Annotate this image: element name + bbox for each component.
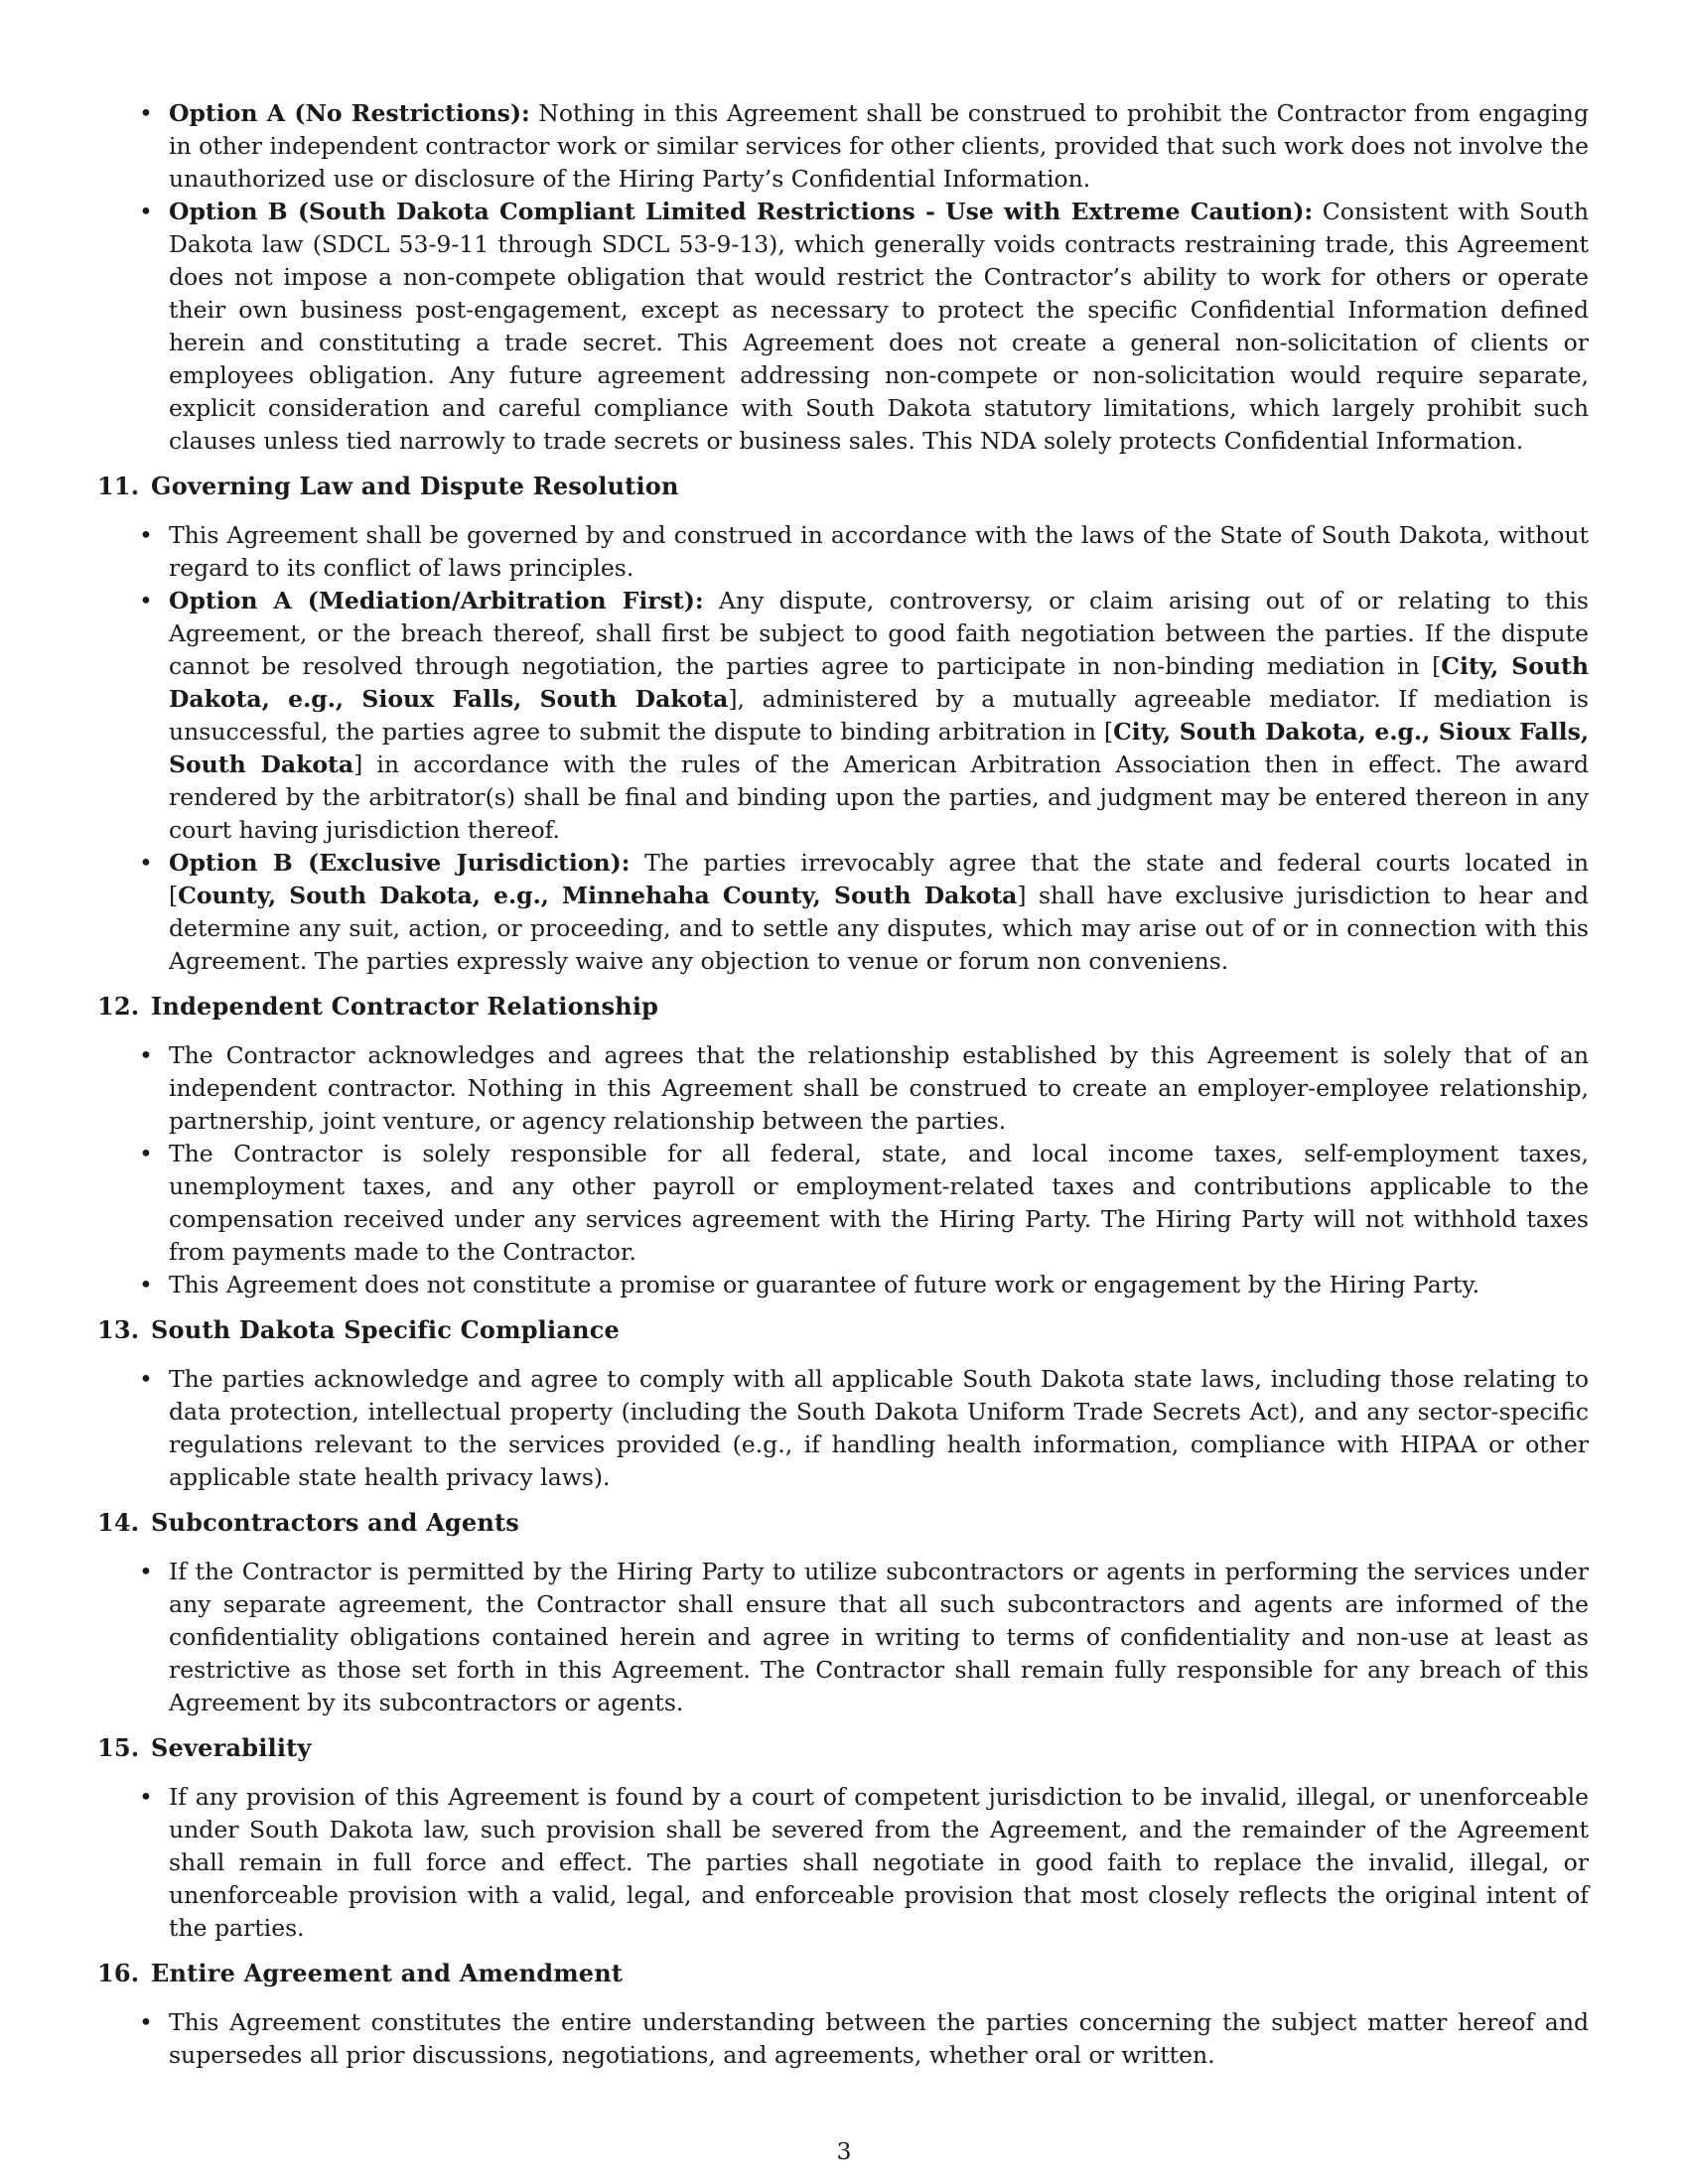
- section-11: [97, 470, 1589, 978]
- list-item: • The Contractor acknowledges and agrees that the relationship established by this Agreement is solely that of an independent contractor. Nothing in this Agreement shall be construed to create an employer-employee relationship, partnership, joint venture, or agency relationship between the parties.: [97, 1039, 1589, 1138]
- section-14: [97, 1506, 1589, 1719]
- option-lead: Option B (South Dakota Compliant Limited Restrictions - Use with Extreme Caution):: [169, 198, 1314, 225]
- list-item: • This Agreement constitutes the entire understanding between the parties concerning the subject matter hereof and supersedes all prior discussions, negotiations, and agreements, whether oral or written.: [97, 2006, 1589, 2072]
- option-list: [97, 97, 1589, 458]
- section-bullets: [97, 519, 1589, 978]
- section-heading: 16. Entire Agreement and Amendment: [97, 1959, 624, 1987]
- section-bullets: [97, 2006, 1589, 2072]
- section-13: [97, 1313, 1589, 1494]
- placeholder-city: City, South Dakota, e.g., Sioux Falls, South Dakota: [169, 718, 1590, 778]
- list-item: • This Agreement does not constitute a promise or guarantee of future work or engagement by the Hiring Party.: [97, 1269, 1589, 1301]
- section-bullets: [97, 1781, 1589, 1945]
- list-item: • The parties acknowledge and agree to comply with all applicable South Dakota state laws, including those relating to data protection, intellectual property (including the South Dakota Uniform Trade Secrets Act), and any sector-specific regulations relevant to the services provided (e.g., if handling health information, compliance with HIPAA or other applicable state health privacy laws).: [97, 1363, 1589, 1494]
- option-b-limited-restrictions: [97, 196, 1589, 458]
- placeholder-county: County, South Dakota, e.g., Minnehaha County, South Dakota: [178, 882, 1018, 909]
- list-item: • If the Contractor is permitted by the Hiring Party to utilize subcontractors or agents in performing the services under any separate agreement, the Contractor shall ensure that all such subcontractors and agents are informed of the confidentiality obligations contained herein and agree in writing to terms of confidentiality and non-use at least as restrictive as those set forth in this Agreement. The Contractor shall remain fully responsible for any breach of this Agreement by its subcontractors or agents.: [97, 1556, 1589, 1719]
- list-item: • The Contractor is solely responsible for all federal, state, and local income taxes, self-employment taxes, unemployment taxes, and any other payroll or employment-related taxes and contributions applicable to the compensation received under any services agreement with the Hiring Party. The Hiring Party will not withhold taxes from payments made to the Contractor.: [97, 1138, 1589, 1269]
- list-item: • This Agreement shall be governed by and construed in accordance with the laws of the State of South Dakota, without regard to its conflict of laws principles.: [97, 519, 1589, 585]
- section-heading: 14. Subcontractors and Agents: [97, 1508, 519, 1537]
- section-12: [97, 990, 1589, 1301]
- section-heading: 12. Independent Contractor Relationship: [97, 992, 659, 1021]
- section-bullets: [97, 1556, 1589, 1719]
- document-page: [97, 97, 1589, 2072]
- section-bullets: [97, 1363, 1589, 1494]
- placeholder-city: City, South Dakota, e.g., Sioux Falls, South Dakota: [169, 652, 1589, 713]
- section-heading: 13. South Dakota Specific Compliance: [97, 1315, 620, 1344]
- option-b-jurisdiction: • Option B (Exclusive Jurisdiction): The parties irrevocably agree that the state and federal courts located in [County, South Dakota, e.g., Minnehaha County, South Dakota] shall have exclusive jurisdiction to hear and determine any suit, action, or proceeding, and to settle any disputes, which may arise out of or in connection with this Agreement. The parties expressly waive any objection to venue or forum non conveniens.: [97, 847, 1589, 978]
- section-bullets: [97, 1039, 1589, 1301]
- page-number: 3: [836, 2137, 852, 2165]
- option-text: Consistent with South Dakota law (SDCL 53-9-11 through SDCL 53-9-13), which generally voids contracts restraining trade, this Agreement does not impose a non-compete obligation that would restrict the Contractor’s ability to work for others or operate their own business post-engagement, except as necessary to protect the specific Confidential Information defined herein and constituting a trade secret. This Agreement does not create a general non-solicitation of clients or employees obligation. Any future agreement addressing non-compete or non-solicitation would require separate, explicit consideration and careful compliance with South Dakota statutory limitations, which largely prohibit such clauses unless tied narrowly to trade secrets or business sales. This NDA solely protects Confidential Information.: [169, 198, 1589, 455]
- option-a-mediation: • Option A (Mediation/Arbitration First): Any dispute, controversy, or claim arising out of or relating to this Agreement, or the breach thereof, shall first be subject to good faith negotiation between the parties. If the dispute cannot be resolved through negotiation, the parties agree to participate in non-binding mediation in [City, South Dakota, e.g., Sioux Falls, South Dakota], administered by a mutually agreeable mediator. If mediation is unsuccessful, the parties agree to submit the dispute to binding arbitration in [City, South Dakota, e.g., Sioux Falls, South Dakota] in accordance with the rules of the American Arbitration Association then in effect. The award rendered by the arbitrator(s) shall be final and binding upon the parties, and judgment may be entered thereon in any court having jurisdiction thereof.: [97, 585, 1589, 847]
- option-text: Nothing in this Agreement shall be construed to prohibit the Contractor from engaging in other independent contractor work or similar services for other clients, provided that such work does not involve the unauthorized use or disclosure of the Hiring Party’s Confidential Information.: [169, 99, 1589, 193]
- option-lead: Option A (No Restrictions):: [169, 99, 530, 127]
- option-a-no-restrictions: [97, 97, 1589, 196]
- section-15: [97, 1731, 1589, 1945]
- section-16: [97, 1957, 1589, 2072]
- section-heading: 15. Severability: [97, 1733, 312, 1762]
- list-item: • If any provision of this Agreement is found by a court of competent jurisdiction to be invalid, illegal, or unenforceable under South Dakota law, such provision shall be severed from the Agreement, and the remainder of the Agreement shall remain in full force and effect. The parties shall negotiate in good faith to replace the invalid, illegal, or unenforceable provision with a valid, legal, and enforceable provision that most closely reflects the original intent of the parties.: [97, 1781, 1589, 1945]
- section-heading: 11. Governing Law and Dispute Resolution: [97, 472, 679, 500]
